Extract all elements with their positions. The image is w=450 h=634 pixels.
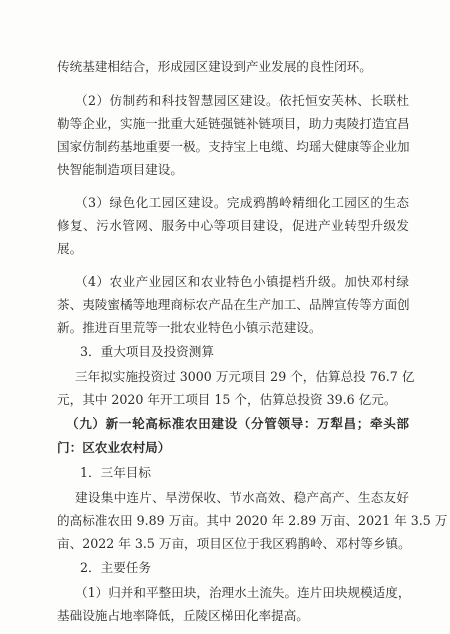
text-line: 勒等企业，实施一批重大延链强链补链项目，助力夷陵打造宜昌	[57, 116, 410, 131]
section-heading: 1．三年目标	[80, 465, 151, 480]
text-line: 修复、污水管网、服务中心等项目建设，促进产业转型升级发	[57, 218, 409, 233]
section-heading: （九）新一轮高标准农田建设（分管领导：万犁昌；牵头部	[66, 416, 409, 431]
section-heading: 2．主要任务	[80, 560, 151, 575]
text-line: 国家仿制药基地重要一极。支持宝上电缆、均瑶大健康等企业加	[57, 139, 410, 154]
text-line: 元，其中 2020 年开工项目 15 个，估算总投资 39.6 亿元。	[57, 392, 397, 407]
text-line: 的高标准农田 9.89 万亩。其中 2020 年 2.89 万亩、2021 年 3.5 万	[57, 513, 448, 528]
text-line: 三年拟实施投资过 3000 万元项目 29 个，估算总投 76.7 亿	[75, 369, 415, 384]
text-line: （3）绿色化工园区建设。完成鸦鹊岭精细化工园区的生态	[75, 195, 409, 210]
text-line: 新。推进百里荒等一批农业特色小镇示范建设。	[57, 320, 322, 335]
text-line: 传统基建相结合，形成园区建设到产业发展的良性闭环。	[57, 59, 372, 74]
text-line: 快智能制造项目建设。	[57, 162, 183, 177]
text-line: 亩、2022 年 3.5 万亩，项目区位于我区鸦鹊岭、邓村等乡镇。	[57, 536, 411, 551]
text-line: （1）归并和平整田块，治理水土流失。连片田块规模适度，	[75, 585, 411, 600]
text-line: （4）农业产业园区和农业特色小镇提档升级。加快邓村绿	[75, 274, 409, 289]
text-line: 基础设施占地率降低，丘陵区梯田化率提高。	[57, 608, 309, 623]
text-line: （2）仿制药和科技智慧园区建设。依托恒安芙林、长联杜	[75, 93, 409, 108]
section-heading: 3．重大项目及投资测算	[80, 344, 214, 359]
text-line: 展。	[57, 241, 83, 256]
section-heading: 门：区农业农村局）	[57, 440, 171, 455]
text-line: 茶、夷陵蜜橘等地理商标农产品在生产加工、品牌宣传等方面创	[57, 297, 410, 312]
text-line: 建设集中连片、旱涝保收、节水高效、稳产高产、生态友好	[75, 490, 409, 505]
